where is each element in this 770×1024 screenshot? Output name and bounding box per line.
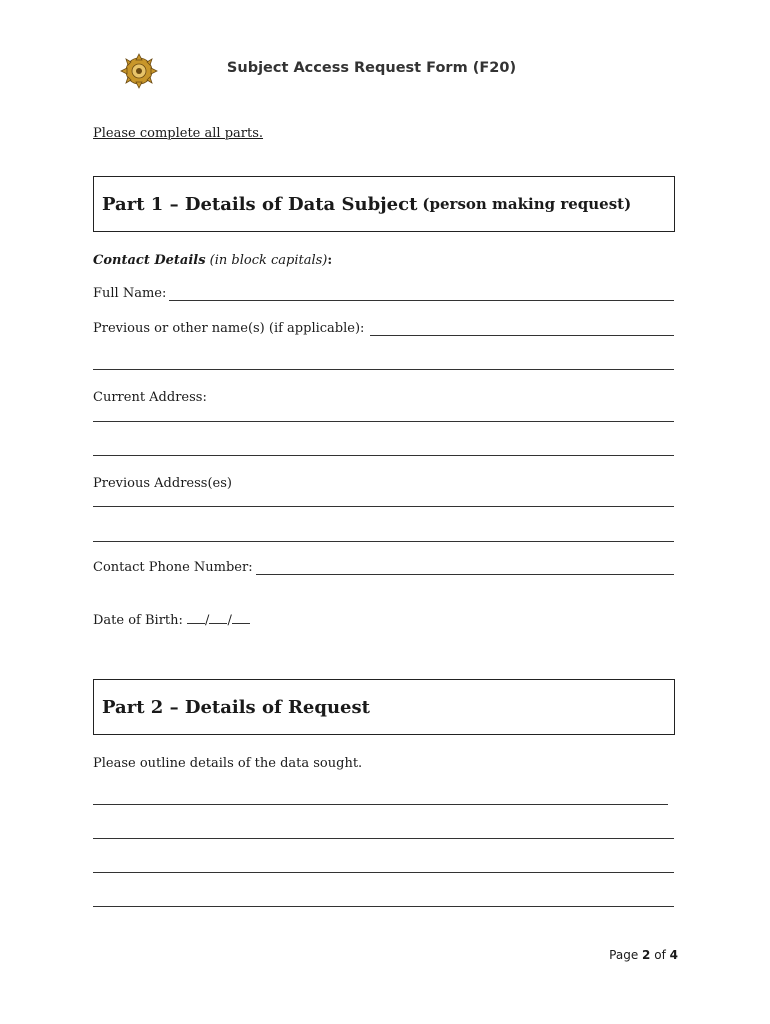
- previous-address-line-2[interactable]: [93, 541, 674, 542]
- page-current: 2: [642, 948, 651, 962]
- data-sought-line-1[interactable]: [93, 804, 668, 805]
- full-name-field[interactable]: [93, 286, 674, 301]
- date-of-birth-field[interactable]: [93, 611, 250, 628]
- current-address-label: Current Address:: [93, 390, 207, 405]
- previous-address-line-1[interactable]: [93, 506, 674, 507]
- previous-address-label: Previous Address(es): [93, 476, 232, 491]
- part1-subtitle: (person making request): [422, 195, 632, 213]
- dob-year-blank[interactable]: [232, 611, 250, 624]
- previous-names-line-2[interactable]: [93, 369, 674, 370]
- data-sought-instruction: Please outline details of the data sought.: [93, 756, 363, 771]
- part1-title: Part 1 – Details of Data Subject: [102, 193, 418, 215]
- data-sought-line-2[interactable]: [93, 838, 674, 839]
- previous-names-line[interactable]: [370, 321, 674, 336]
- contact-phone-field[interactable]: [93, 560, 674, 575]
- dob-separator-1: /: [205, 613, 210, 628]
- previous-names-label: Previous or other name(s) (if applicable):: [93, 321, 365, 336]
- contact-details-heading: [93, 253, 332, 268]
- dob-month-blank[interactable]: [209, 611, 227, 624]
- dob-separator-2: /: [227, 613, 232, 628]
- full-name-label: Full Name:: [93, 286, 167, 301]
- data-sought-line-4[interactable]: [93, 906, 674, 907]
- dob-day-blank[interactable]: [187, 611, 205, 624]
- page-prefix: Page: [609, 948, 639, 962]
- contact-details-label: Contact Details: [93, 253, 206, 268]
- part2-header-box: [93, 679, 675, 735]
- contact-colon: :: [327, 253, 333, 268]
- complete-all-parts-instruction: Please complete all parts.: [93, 126, 264, 141]
- full-name-line[interactable]: [169, 286, 674, 301]
- part2-title: Part 2 – Details of Request: [102, 696, 370, 718]
- contact-phone-line[interactable]: [256, 560, 674, 575]
- form-header-title: Subject Access Request Form (F20): [226, 60, 517, 76]
- page-total: 4: [669, 948, 678, 962]
- block-capitals-note: (in block capitals): [209, 253, 328, 268]
- current-address-line-2[interactable]: [93, 455, 674, 456]
- previous-names-field[interactable]: [93, 321, 674, 336]
- current-address-line-1[interactable]: [93, 421, 674, 422]
- page-number: [609, 948, 678, 962]
- contact-phone-label: Contact Phone Number:: [93, 560, 253, 575]
- part1-header-box: [93, 176, 675, 232]
- page-of: of: [654, 948, 666, 962]
- date-of-birth-label: Date of Birth:: [93, 613, 183, 628]
- data-sought-line-3[interactable]: [93, 872, 674, 873]
